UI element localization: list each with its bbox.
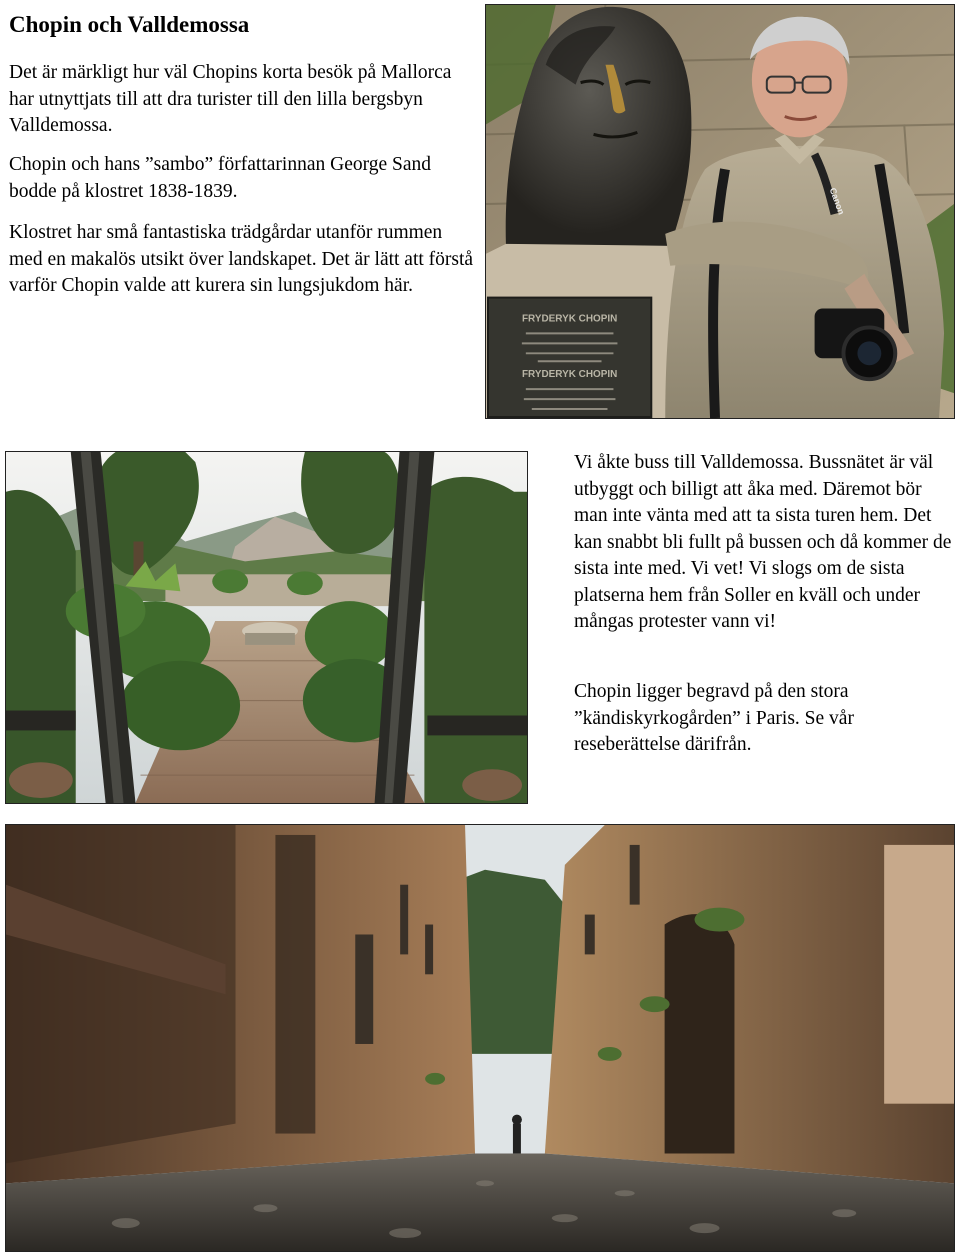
garden-paragraph: Klostret har små fantastiska trädgårdar utanför rummen med en makalös utsikt över landskapet. Det är lätt att förstå varför Chopin valde att kurera sin lungsjukdom här. — [9, 222, 474, 296]
page-title: Chopin och Valldemossa — [9, 12, 250, 37]
camera-strap-brand: Canon — [827, 186, 847, 216]
intro-paragraph: Det är märkligt hur väl Chopins korta besök på Mallorca har utnyttjats till att dra turister till den lilla bergsbyn Valldemossa. — [9, 62, 452, 136]
stay-paragraph: Chopin och hans ”sambo” författarinnan George Sand bodde på klostret 1838-1839. — [9, 154, 432, 202]
valldemossa-street-photo — [5, 824, 955, 1252]
plaque-heading-1: FRYDERYK CHOPIN — [521, 313, 618, 325]
plaque-heading-2: FRYDERYK CHOPIN — [521, 369, 618, 381]
grave-paragraph: Chopin ligger begravd på den stora ”kändiskyrkogården” i Paris. Se vår reseberättelse därifrån. — [574, 681, 854, 755]
chopin-bust-photo — [485, 4, 955, 419]
bus-paragraph: Vi åkte buss till Valldemossa. Bussnätet är väl utbyggt och billigt att åka med. Däremot bör man inte vänta med att ta sista turen hem. Det kan snabbt bli fullt på bussen och då kommer de sista inte med. Vi vet! Vi slogs om de sista platserna hem från Soller en kväll och under mångas protester vann vi! — [574, 452, 952, 632]
cloister-garden-photo — [5, 451, 528, 804]
